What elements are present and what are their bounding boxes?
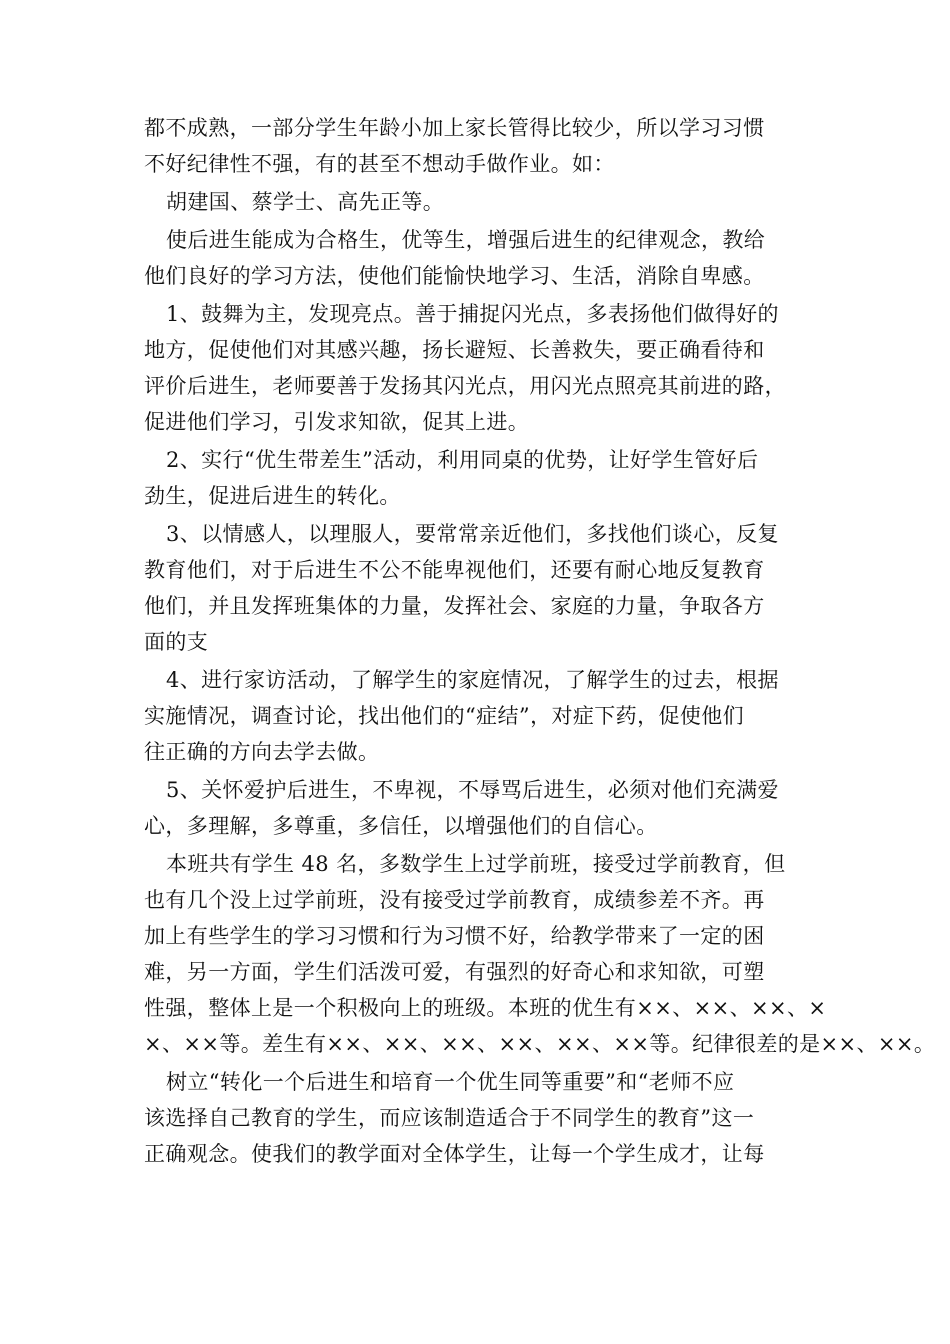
text-line: 使后进生能成为合格生，优等生，增强后进生的纪律观念，教给	[166, 228, 766, 252]
text-line: 5、关怀爱护后进生，不卑视，不辱骂后进生，必须对他们充满爱	[166, 778, 779, 802]
text-line: 都不成熟，一部分学生年龄小加上家长管得比较少，所以学习习惯	[144, 116, 765, 140]
text-line: 实施情况，调查讨论，找出他们的“症结”，对症下药，促使他们	[144, 704, 745, 728]
text-line: ×、××等。差生有××、××、××、××、××、××等。纪律很差的是××、××。	[144, 1032, 936, 1056]
text-line: 他们良好的学习方法，使他们能愉快地学习、生活，消除自卑感。	[144, 264, 765, 288]
text-line: 评价后进生，老师要善于发扬其闪光点，用闪光点照亮其前进的路，	[144, 374, 786, 398]
body-text	[144, 110, 936, 1172]
text-line: 2、实行“优生带差生”活动，利用同桌的优势，让好学生管好后	[166, 448, 759, 472]
text-line: 该选择自己教育的学生，而应该制造适合于不同学生的教育”这一	[144, 1106, 755, 1130]
text-line: 加上有些学生的学习习惯和行为习惯不好，给教学带来了一定的困	[144, 924, 765, 948]
text-line: 1、鼓舞为主，发现亮点。善于捕捉闪光点，多表扬他们做得好的	[166, 302, 779, 326]
text-line: 促进他们学习，引发求知欲，促其上进。	[144, 410, 530, 434]
text-line: 4、进行家访活动，了解学生的家庭情况，了解学生的过去，根据	[166, 668, 779, 692]
text-line: 正确观念。使我们的教学面对全体学生，让每一个学生成才，让每	[144, 1142, 765, 1166]
text-line: 也有几个没上过学前班，没有接受过学前教育，成绩参差不齐。再	[144, 888, 765, 912]
text-line: 3、以情感人，以理服人，要常常亲近他们，多找他们谈心，反复	[166, 522, 779, 546]
text-line: 面的支	[144, 630, 209, 654]
text-line: 地方，促使他们对其感兴趣，扬长避短、长善救失，要正确看待和	[144, 338, 765, 362]
text-line: 胡建国、蔡学士、高先正等。	[166, 190, 445, 214]
text-line: 难，另一方面，学生们活泼可爱，有强烈的好奇心和求知欲，可塑	[144, 960, 765, 984]
text-line: 性强，整体上是一个积极向上的班级。本班的优生有××、××、××、×	[144, 996, 827, 1020]
text-line: 劲生，促进后进生的转化。	[144, 484, 401, 508]
text-line: 教育他们，对于后进生不公不能卑视他们，还要有耐心地反复教育	[144, 558, 765, 582]
text-line: 不好纪律性不强，有的甚至不想动手做作业。如：	[144, 152, 615, 176]
text-line: 他们，并且发挥班集体的力量，发挥社会、家庭的力量，争取各方	[144, 594, 765, 618]
text-line: 本班共有学生 48 名，多数学生上过学前班，接受过学前教育，但	[166, 852, 786, 876]
text-line: 心，多理解，多尊重，多信任，以增强他们的自信心。	[144, 814, 658, 838]
text-line: 往正确的方向去学去做。	[144, 740, 380, 764]
text-line: 树立“转化一个后进生和培育一个优生同等重要”和“老师不应	[166, 1070, 735, 1094]
